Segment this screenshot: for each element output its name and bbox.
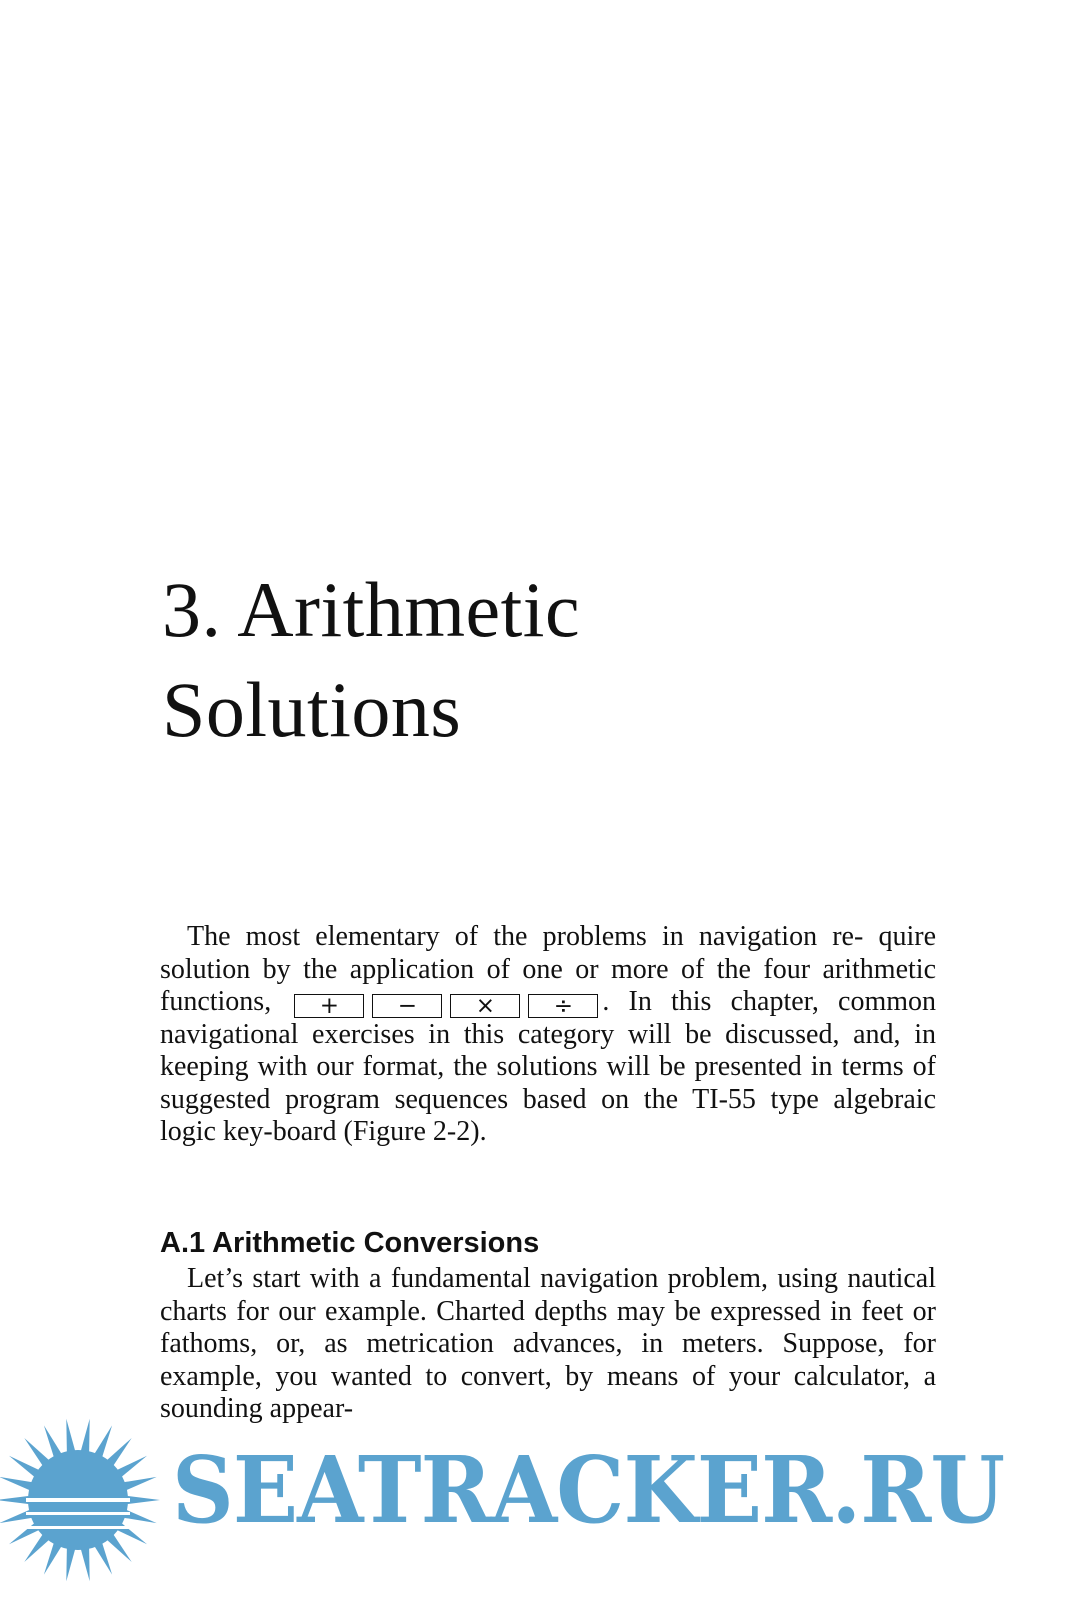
sun-ray	[81, 1547, 90, 1582]
intro-line-2: quire solution by the application of one or more of the four	[160, 921, 937, 985]
divide-key: ÷	[528, 994, 598, 1018]
sun-ray	[94, 1425, 112, 1458]
chapter-title-line-2: Solutions	[162, 666, 462, 753]
sun-ray	[0, 1477, 33, 1491]
sun-ray	[44, 1425, 62, 1458]
section-heading: A.1 Arithmetic Conversions	[160, 1227, 540, 1259]
plus-key: +	[294, 994, 364, 1018]
sun-ray	[81, 1419, 90, 1454]
intro-line-3-end: . In this	[602, 986, 712, 1017]
intro-line-3-start: arithmetic functions,	[160, 953, 937, 1017]
section-text: Let’s start with a fundamental navigation problem, using nautical charts for our example. Charted depths may be expressed in feet or fathoms, or, as metrication advances, in meters. Suppose, for example, you wanted to convert, by means of your calculator, a sounding appear-	[160, 1263, 936, 1424]
watermark-text: SEATRACKER.RU	[172, 1436, 1005, 1544]
sun-ray	[66, 1547, 75, 1582]
multiply-key: ×	[450, 994, 520, 1018]
sun-ray	[44, 1542, 62, 1575]
minus-key: −	[372, 994, 442, 1018]
sun-ray	[0, 1496, 30, 1505]
intro-paragraph	[160, 921, 936, 1149]
sun-ray	[126, 1496, 160, 1505]
sun-ray	[0, 1509, 33, 1523]
sun-ray	[94, 1542, 112, 1575]
intro-rest: chapter, common navigational exercises in this category will be discussed, and, in keeping with our format, the solutions will be presented in terms of suggested program sequences based on the TI-55 type algebraic logic key-board (Figure 2-2).	[160, 986, 937, 1147]
section-paragraph	[160, 1263, 936, 1426]
sun-ray	[123, 1477, 157, 1491]
sun-ray	[66, 1419, 75, 1454]
chapter-title-line-1: 3. Arithmetic	[162, 566, 581, 653]
chapter-title	[162, 560, 580, 760]
sun-ray	[123, 1509, 157, 1523]
intro-line-1: The most elementary of the problems in navigation re-	[187, 921, 864, 952]
